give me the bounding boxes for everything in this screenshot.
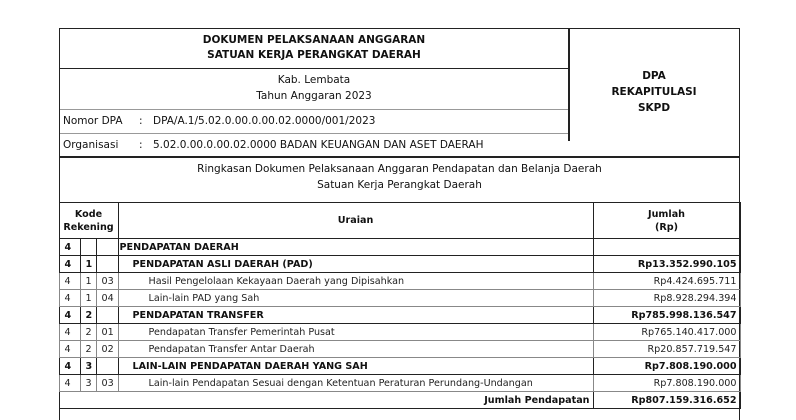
title-underline	[60, 68, 568, 69]
table-row	[59, 256, 740, 273]
nomor-dpa-label: Nomor DPA	[63, 115, 123, 127]
kode-level3	[96, 256, 118, 273]
col-jumlah-line1: Jumlah	[648, 208, 686, 220]
uraian-cell: Hasil Pengelolaan Kekayaan Daerah yang Dipisahkan	[118, 273, 593, 290]
kode-level2: 3	[80, 375, 96, 392]
uraian-cell: PENDAPATAN DAERAH	[118, 239, 593, 256]
kode-level2: 2	[80, 307, 96, 324]
total-row	[59, 392, 740, 409]
kode-level3: 03	[96, 273, 118, 290]
jumlah-cell: Rp785.998.136.547	[593, 307, 740, 324]
total-value: Rp807.159.316.652	[593, 392, 740, 409]
fiscal-year: Tahun Anggaran 2023	[256, 90, 372, 102]
kode-level2	[80, 239, 96, 256]
jumlah-cell: Rp4.424.695.711	[593, 273, 740, 290]
dpa-document	[59, 28, 740, 420]
table-row	[59, 307, 740, 324]
table-row	[59, 290, 740, 307]
kode-level3: 03	[96, 375, 118, 392]
kode-level1: 4	[59, 358, 80, 375]
jumlah-cell: Rp765.140.417.000	[593, 324, 740, 341]
info-separator-2	[60, 133, 568, 134]
uraian-cell: Lain-lain PAD yang Sah	[118, 290, 593, 307]
nomor-dpa-separator: :	[139, 115, 143, 127]
table-row	[59, 341, 740, 358]
kode-level3: 01	[96, 324, 118, 341]
uraian-cell: Pendapatan Transfer Antar Daerah	[118, 341, 593, 358]
side-title-rekapitulasi: REKAPITULASI	[611, 86, 697, 98]
info-bottom-border	[60, 156, 739, 158]
kode-level2: 3	[80, 358, 96, 375]
kode-level3: 04	[96, 290, 118, 307]
table-row	[59, 273, 740, 290]
uraian-cell: LAIN-LAIN PENDAPATAN DAERAH YANG SAH	[118, 358, 593, 375]
region-name: Kab. Lembata	[277, 74, 351, 86]
summary-line2: Satuan Kerja Perangkat Daerah	[317, 179, 482, 191]
header-divider	[568, 29, 570, 141]
col-jumlah-line2: (Rp)	[655, 221, 679, 233]
col-uraian: Uraian	[118, 203, 593, 239]
organisasi-label: Organisasi	[63, 139, 119, 151]
kode-level2: 2	[80, 324, 96, 341]
kode-level1: 4	[59, 239, 80, 256]
doc-title-line1: DOKUMEN PELAKSANAAN ANGGARAN	[202, 34, 426, 46]
kode-level1: 4	[59, 324, 80, 341]
uraian-cell: Lain-lain Pendapatan Sesuai dengan Ketentuan Peraturan Perundang-Undangan	[118, 375, 593, 392]
uraian-cell: PENDAPATAN ASLI DAERAH (PAD)	[118, 256, 593, 273]
table-row	[59, 239, 740, 256]
kode-level3	[96, 307, 118, 324]
table-header-row	[59, 203, 740, 239]
jumlah-cell: Rp13.352.990.105	[593, 256, 740, 273]
kode-level1: 4	[59, 307, 80, 324]
col-kode-rekening	[59, 203, 118, 239]
jumlah-cell: Rp7.808.190.000	[593, 358, 740, 375]
uraian-cell: PENDAPATAN TRANSFER	[118, 307, 593, 324]
total-label: Jumlah Pendapatan	[59, 392, 593, 409]
col-kode-line1: Kode	[74, 208, 103, 220]
jumlah-cell: Rp8.928.294.394	[593, 290, 740, 307]
kode-level1: 4	[59, 375, 80, 392]
kode-level1: 4	[59, 341, 80, 358]
side-title-dpa: DPA	[642, 70, 666, 82]
kode-level1: 4	[59, 273, 80, 290]
organisasi-value: 5.02.0.00.0.00.02.0000 BADAN KEUANGAN DAN ASET DAERAH	[153, 139, 484, 151]
kode-level3	[96, 239, 118, 256]
organisasi-separator: :	[139, 139, 143, 151]
table-row	[59, 324, 740, 341]
kode-level1: 4	[59, 290, 80, 307]
summary-line1: Ringkasan Dokumen Pelaksanaan Anggaran Pendapatan dan Belanja Daerah	[197, 163, 602, 175]
table-row	[59, 358, 740, 375]
info-separator-1	[60, 109, 568, 110]
rekening-table	[59, 202, 741, 409]
kode-level3	[96, 358, 118, 375]
kode-level2: 1	[80, 273, 96, 290]
kode-level2: 1	[80, 256, 96, 273]
doc-title-line2: SATUAN KERJA PERANGKAT DAERAH	[207, 49, 421, 61]
kode-level3: 02	[96, 341, 118, 358]
nomor-dpa-value: DPA/A.1/5.02.0.00.0.00.02.0000/001/2023	[153, 115, 376, 127]
uraian-cell: Pendapatan Transfer Pemerintah Pusat	[118, 324, 593, 341]
kode-level2: 1	[80, 290, 96, 307]
table-row	[59, 375, 740, 392]
side-title-skpd: SKPD	[637, 102, 671, 114]
jumlah-cell: Rp20.857.719.547	[593, 341, 740, 358]
col-jumlah	[593, 203, 740, 239]
kode-level2: 2	[80, 341, 96, 358]
kode-level1: 4	[59, 256, 80, 273]
jumlah-cell: Rp7.808.190.000	[593, 375, 740, 392]
jumlah-cell	[593, 239, 740, 256]
col-kode-line2: Rekening	[63, 221, 114, 233]
